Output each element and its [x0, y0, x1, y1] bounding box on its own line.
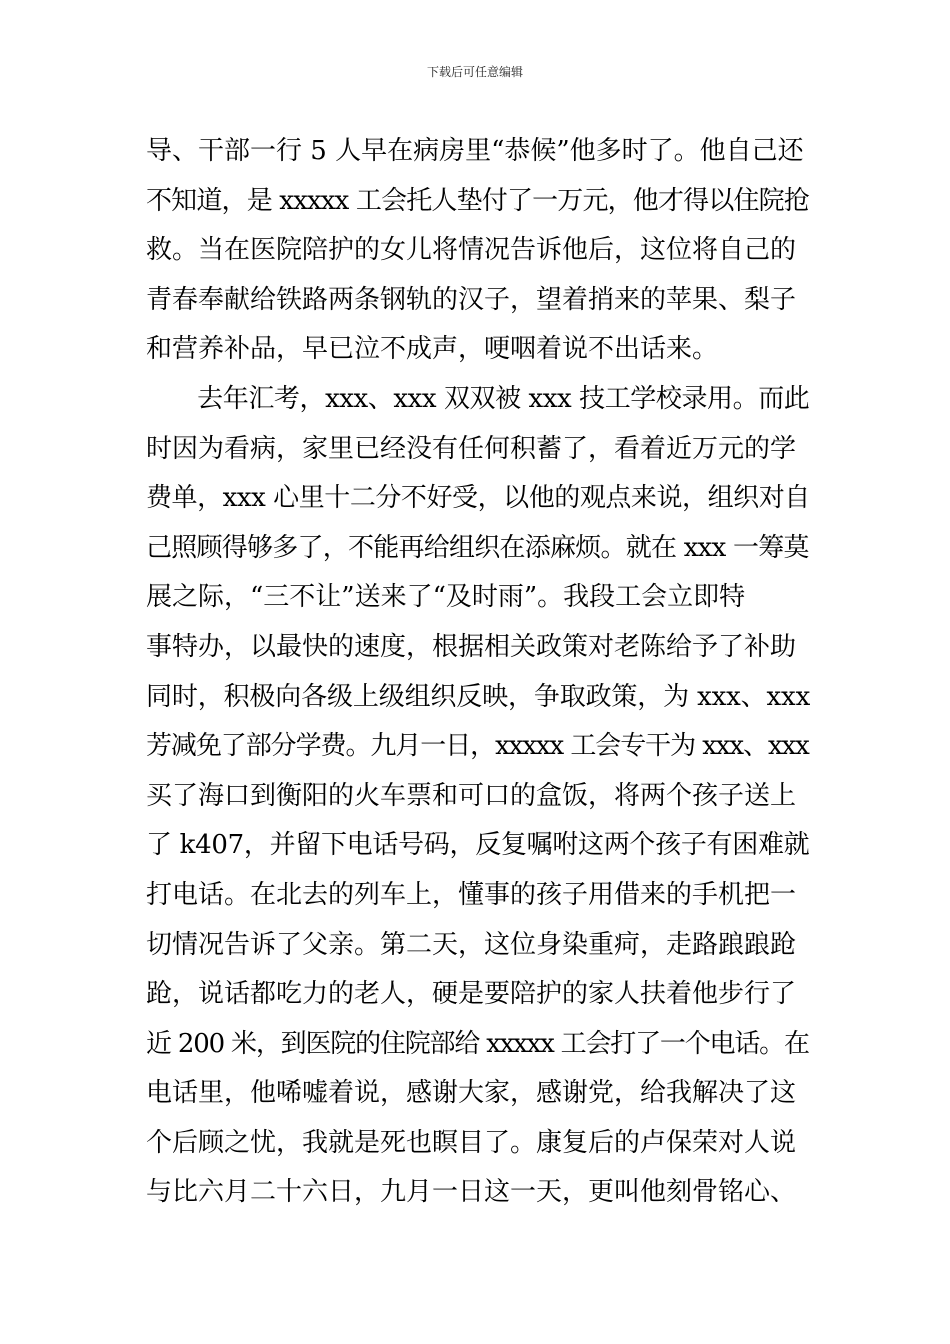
text-line: 和营养补品，早已泣不成声，哽咽着说不出话来。: [146, 334, 719, 365]
text-line: 救。当在医院陪护的女儿将情况告诉他后，这位将自己的: [146, 235, 797, 266]
text-line: 己照顾得够多了，不能再给组织在添麻烦。就在 xxx 一筹莫: [146, 532, 809, 563]
text-line: 费单，xxx 心里十二分不好受，以他的观点来说，组织对自: [146, 483, 810, 514]
text-line: 买了海口到衡阳的火车票和可口的盒饭，将两个孩子送上: [146, 780, 797, 811]
text-line: 个后顾之忧，我就是死也瞑目了。康复后的卢保荣对人说: [146, 1127, 797, 1158]
text-line: 青春奉献给铁路两条钢轨的汉子，望着捎来的苹果、梨子: [146, 284, 797, 315]
document-body: [146, 127, 810, 1218]
text-line: 打电话。在北去的列车上，懂事的孩子用借来的手机把一: [146, 879, 797, 910]
text-line: 时因为看病，家里已经没有任何积蓄了，看着近万元的学: [146, 433, 797, 464]
text-line: 跄，说话都吃力的老人，硬是要陪护的家人扶着他步行了: [146, 979, 797, 1010]
page-header: 下载后可任意编辑: [426, 65, 523, 79]
text-line: 去年汇考，xxx、xxx 双双被 xxx 技工学校录用。而此: [146, 383, 810, 414]
text-line: 电话里，他唏嘘着说，感谢大家，感谢党，给我解决了这: [146, 1078, 797, 1109]
text-line: 展之际，“三不让”送来了“及时雨”。我段工会立即特: [146, 582, 746, 613]
text-line: 芳减免了部分学费。九月一日，xxxxx 工会专干为 xxx、xxx: [146, 731, 809, 762]
text-line: 导、干部一行 5 人早在病房里“恭候”他多时了。他自己还: [146, 136, 804, 166]
text-line: 了 k407，并留下电话号码，反复嘱咐这两个孩子有困难就: [146, 830, 810, 861]
text-line: 近 200 米，到医院的住院部给 xxxxx 工会打了一个电话。在: [146, 1028, 809, 1059]
text-line: 与比六月二十六日，九月一日这一天，更叫他刻骨铭心、: [146, 1177, 797, 1208]
text-line: 同时，积极向各级上级组织反映，争取政策，为 xxx、xxx: [146, 681, 811, 712]
text-line: 不知道，是 xxxxx 工会托人垫付了一万元，他才得以住院抢: [146, 185, 810, 216]
text-line: 事特办，以最快的速度，根据相关政策对老陈给予了补助: [146, 631, 797, 662]
text-line: 切情况告诉了父亲。第二天，这位身染重疴，走路踉踉跄: [146, 929, 797, 960]
